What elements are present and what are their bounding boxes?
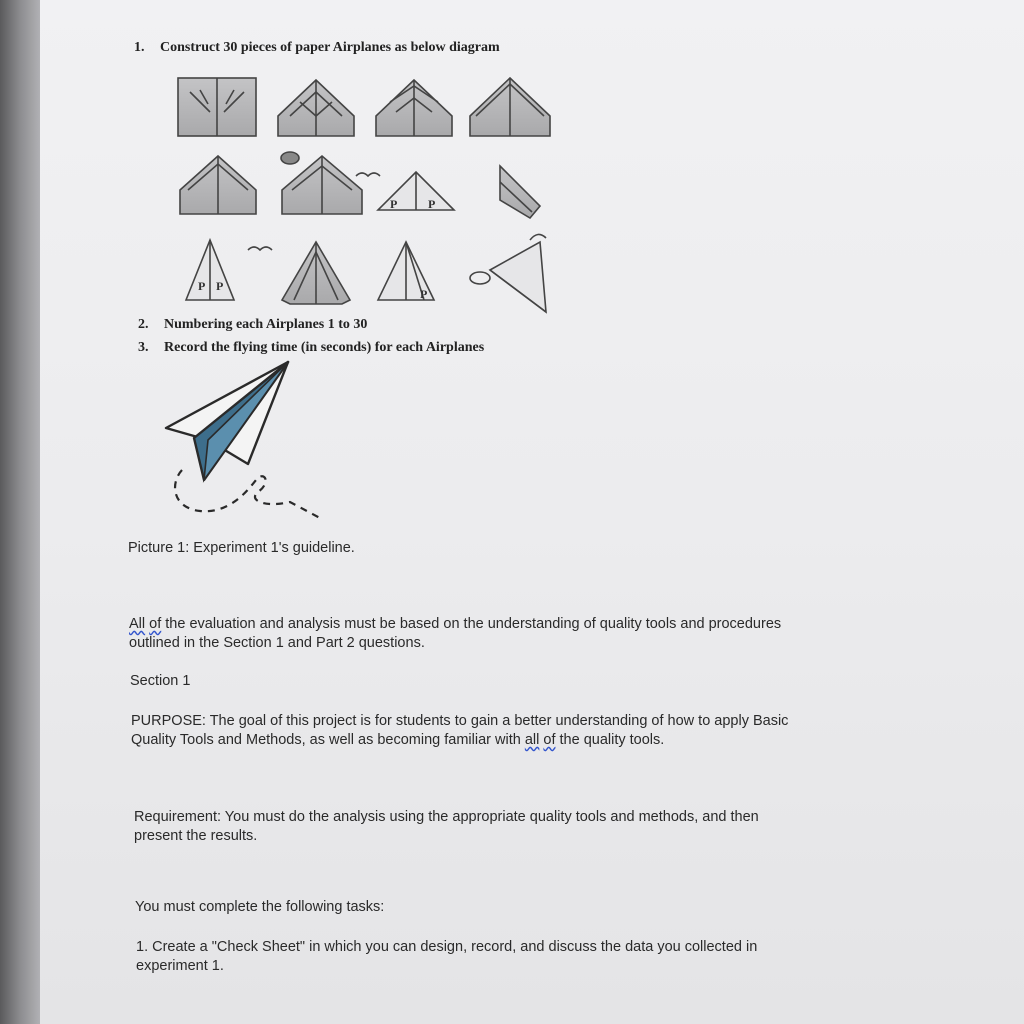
- requirement-line-2: present the results.: [134, 828, 258, 844]
- step-1-number: 1.: [134, 40, 145, 55]
- paper-airplane-illustration: [160, 358, 330, 523]
- task-1-line-1: 1. Create a "Check Sheet" in which you can design, record, and discuss the data you collected in: [136, 939, 758, 955]
- section-heading: Section 1: [130, 673, 191, 689]
- step-3-number: 3.: [138, 340, 149, 355]
- purpose-line-2: [131, 731, 788, 750]
- underlined-word: of: [149, 616, 162, 632]
- task-1-line-2: experiment 1.: [136, 958, 224, 974]
- p-mark: P: [216, 279, 224, 293]
- underlined-word: All: [129, 616, 146, 632]
- p-mark: P: [390, 197, 398, 211]
- p-mark: P: [198, 279, 206, 293]
- evaluation-text: the evaluation and analysis must be based on the understanding of quality tools and procedures: [161, 616, 782, 632]
- fold-step-10: [282, 242, 350, 304]
- underlined-word: all: [524, 732, 540, 748]
- fold-step-6: [281, 152, 380, 214]
- folding-diagram: [170, 72, 560, 317]
- step-2-text: Numbering each Airplanes 1 to 30: [164, 317, 368, 332]
- step-1: [134, 40, 500, 56]
- task-1: [136, 938, 757, 976]
- fold-step-1: [178, 78, 256, 136]
- tasks-intro: You must complete the following tasks:: [135, 899, 385, 915]
- step-3-text: Record the flying time (in seconds) for each Airplanes: [164, 340, 485, 355]
- fold-step-2: [278, 80, 354, 136]
- evaluation-paragraph: [129, 615, 781, 653]
- purpose-paragraph: [131, 712, 788, 750]
- step-3: [138, 340, 484, 356]
- p-mark: P: [420, 287, 428, 301]
- fold-step-12: [470, 234, 546, 312]
- evaluation-line-2: outlined in the Section 1 and Part 2 questions.: [129, 635, 425, 651]
- purpose-text: the quality tools.: [555, 732, 665, 748]
- figure-caption: Picture 1: Experiment 1's guideline.: [128, 540, 355, 556]
- fold-step-5: [180, 156, 256, 214]
- evaluation-line-1: [129, 615, 781, 634]
- fold-step-3: [376, 80, 452, 136]
- requirement-paragraph: [134, 808, 759, 846]
- purpose-text: Quality Tools and Methods, as well as becoming familiar with: [131, 732, 525, 748]
- step-2: [138, 317, 367, 333]
- p-mark: P: [428, 197, 436, 211]
- step-2-number: 2.: [138, 317, 149, 332]
- requirement-line-1: Requirement: You must do the analysis using the appropriate quality tools and methods, and then: [134, 809, 759, 825]
- purpose-line-1: PURPOSE: The goal of this project is for students to gain a better understanding of how to apply Basic: [131, 713, 789, 729]
- fold-step-4: [470, 78, 550, 136]
- step-1-text: Construct 30 pieces of paper Airplanes as below diagram: [160, 40, 500, 55]
- underlined-word: of: [543, 732, 556, 748]
- fold-step-8: [500, 166, 540, 218]
